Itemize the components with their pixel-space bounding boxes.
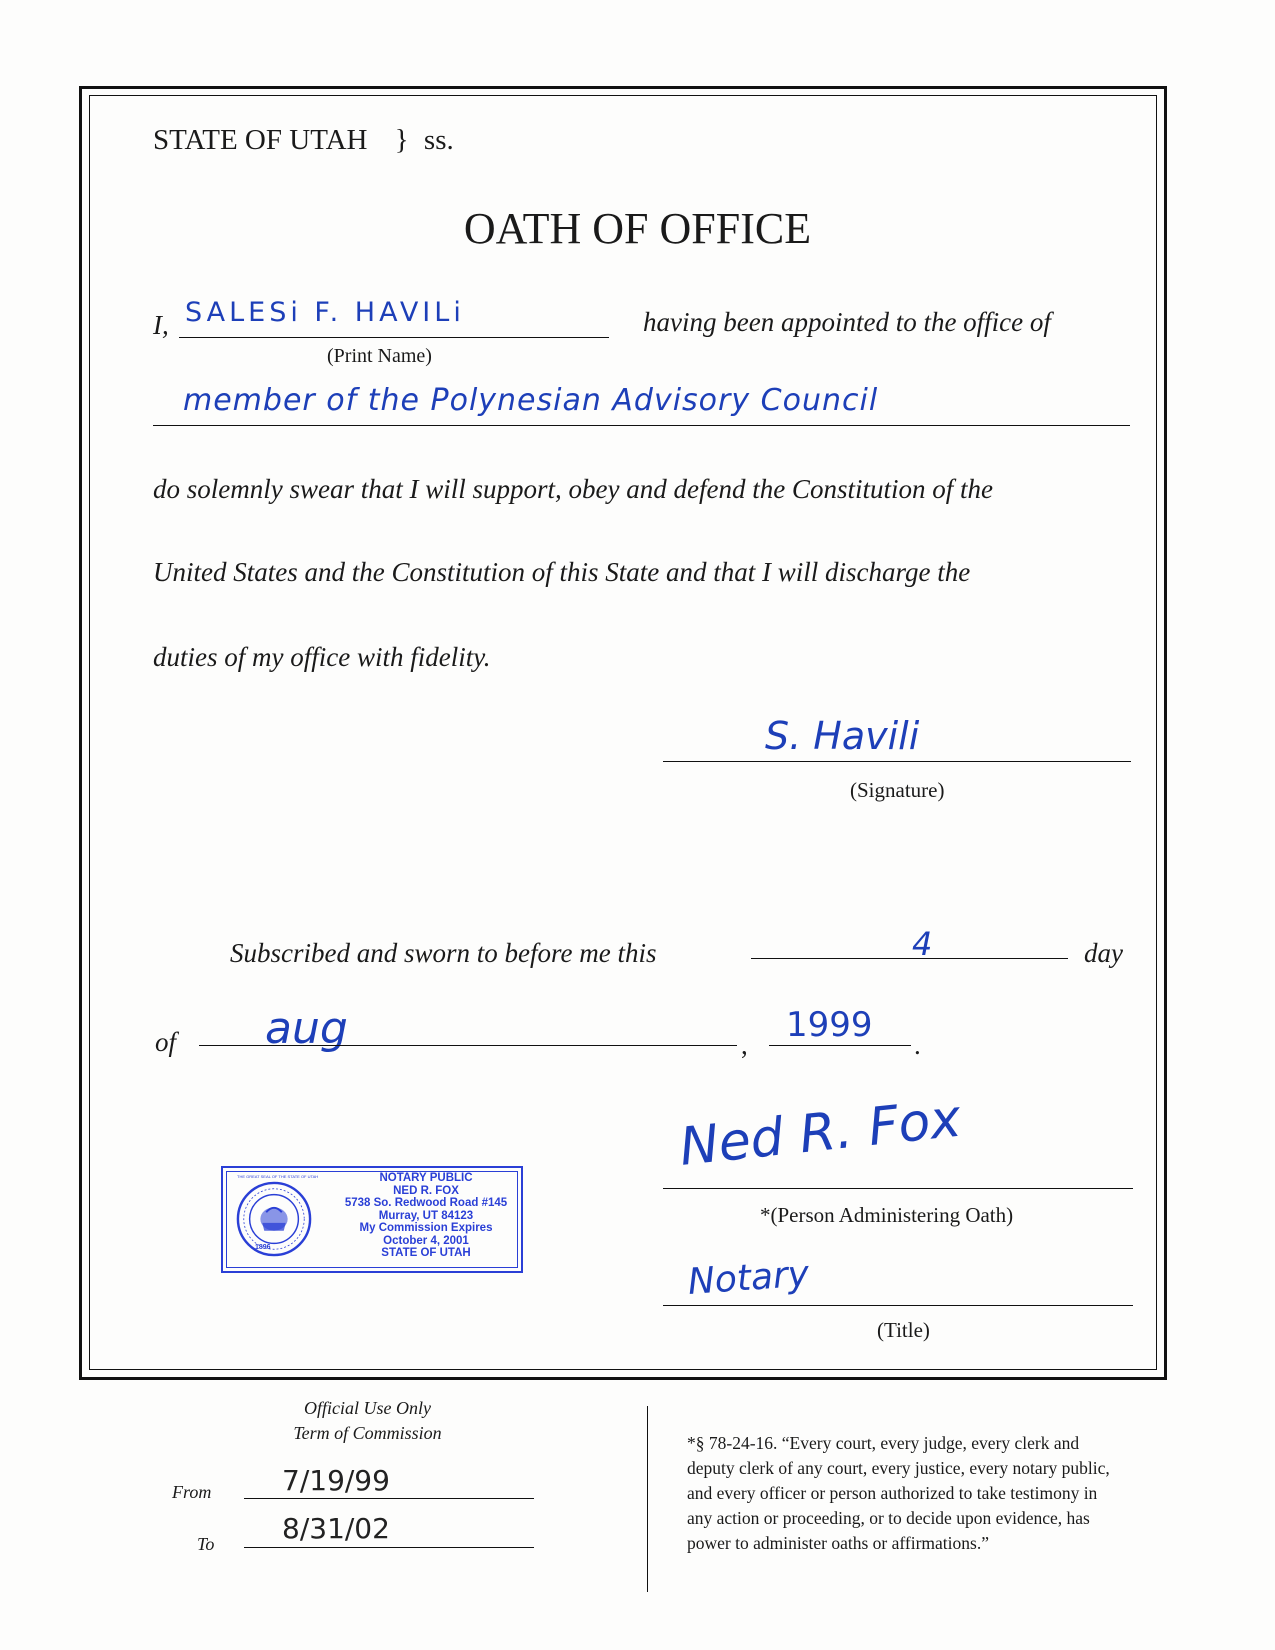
i-label: I,: [153, 310, 169, 340]
signature-value[interactable]: S. Havili: [765, 714, 920, 758]
to-line: [244, 1547, 534, 1548]
from-value[interactable]: 7/19/99: [282, 1464, 390, 1497]
statute-footnote: [687, 1431, 1110, 1556]
stamp-text: [335, 1172, 517, 1260]
vertical-divider: [647, 1406, 648, 1592]
stamp-line: Murray, UT 84123: [378, 1209, 474, 1222]
footnote-line: *§ 78-24-16. “Every court, every judge, every clerk and: [687, 1433, 1080, 1453]
administrator-caption: *(Person Administering Oath): [760, 1203, 1014, 1227]
stamp-line: My Commission Expires: [359, 1222, 493, 1234]
official-use-heading: Official Use Only: [304, 1398, 431, 1418]
signature-caption: (Signature): [850, 778, 945, 802]
footnote-line: any action or proceeding, or to decide upon evidence, has: [687, 1508, 1090, 1528]
state-heading: [153, 124, 454, 157]
day-value[interactable]: 4: [912, 925, 933, 963]
from-line: [244, 1498, 534, 1499]
office-line: [153, 425, 1130, 426]
signature-line: [663, 761, 1131, 762]
term-heading: Term of Commission: [293, 1423, 442, 1443]
title-caption: (Title): [877, 1318, 930, 1342]
month-value[interactable]: aug: [265, 1003, 348, 1054]
page-title: OATH OF OFFICE: [463, 204, 812, 253]
administrator-line: [663, 1188, 1133, 1189]
day-label: day: [1084, 938, 1123, 968]
year-line: [769, 1045, 911, 1046]
comma: ,: [741, 1030, 748, 1060]
office-value[interactable]: member of the Polynesian Advisory Council: [183, 383, 879, 418]
stamp-line: NED R. FOX: [393, 1184, 459, 1197]
of-label: of: [155, 1027, 177, 1057]
seal-text: THE GREAT SEAL OF THE STATE OF UTAH: [237, 1174, 319, 1179]
body-line-1: do solemnly swear that I will support, obey and defend the Constitution of the: [153, 474, 993, 504]
stamp-line: October 4, 2001: [383, 1234, 469, 1247]
title-value[interactable]: Notary: [686, 1253, 811, 1303]
brace: }: [394, 124, 409, 156]
sworn-text: Subscribed and sworn to before me this: [230, 938, 657, 968]
day-line: [751, 958, 1068, 959]
name-caption: (Print Name): [327, 345, 432, 367]
administrator-signature[interactable]: Ned R. Fox: [676, 1088, 964, 1178]
ss-label: ss.: [423, 124, 454, 156]
body-line-3: duties of my office with fidelity.: [153, 642, 491, 672]
state-seal-icon: [235, 1180, 313, 1258]
to-label: To: [197, 1534, 215, 1554]
year-value[interactable]: 1999: [786, 1005, 873, 1045]
to-value[interactable]: 8/31/02: [282, 1512, 390, 1545]
footnote-line: power to administer oaths or affirmations.”: [687, 1533, 989, 1553]
month-line: [199, 1045, 737, 1046]
title-line: [663, 1305, 1133, 1306]
name-value[interactable]: SALESi F. HAVILi: [185, 297, 465, 328]
appointed-text: having been appointed to the office of: [643, 307, 1051, 337]
stamp-line: NOTARY PUBLIC: [379, 1172, 473, 1184]
notary-stamp: [221, 1166, 523, 1273]
body-line-2: United States and the Constitution of this State and that I will discharge the: [153, 557, 971, 587]
stamp-line: STATE OF UTAH: [381, 1247, 471, 1259]
seal-year: 1896: [255, 1244, 271, 1251]
name-line: [179, 337, 609, 338]
footnote-line: deputy clerk of any court, every justice, every notary public,: [687, 1458, 1110, 1478]
period: .: [914, 1030, 921, 1060]
stamp-line: 5738 So. Redwood Road #145: [344, 1197, 508, 1209]
state-name: STATE OF UTAH: [153, 124, 368, 156]
from-label: From: [172, 1482, 212, 1502]
footnote-line: and every officer or person authorized to take testimony in: [687, 1483, 1098, 1503]
